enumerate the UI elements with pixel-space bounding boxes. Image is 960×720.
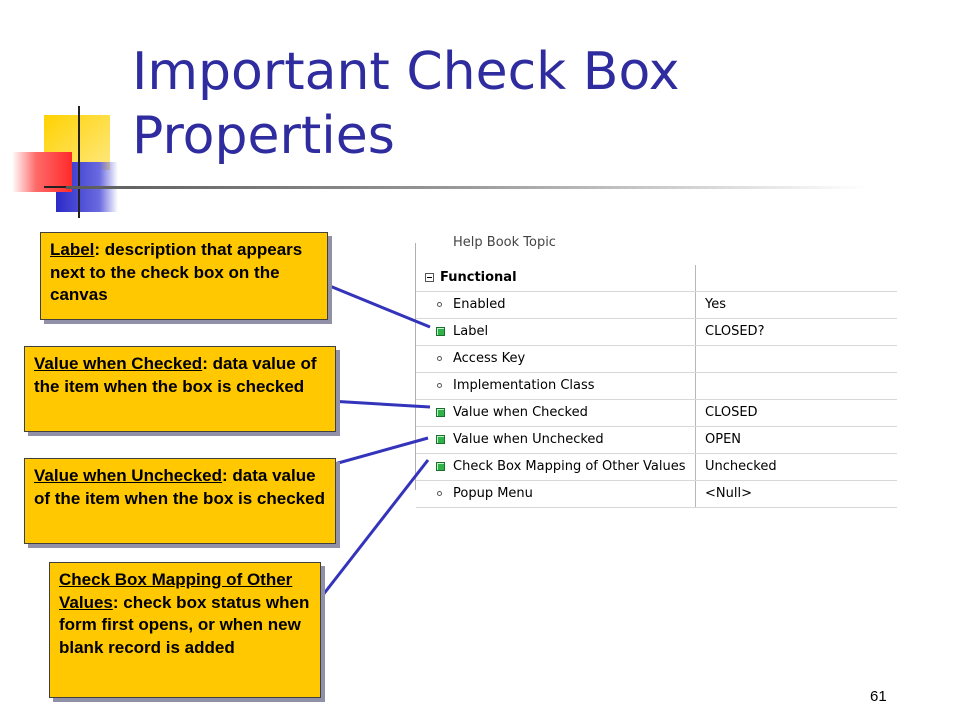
property-name: Implementation Class (453, 378, 595, 393)
property-name: Access Key (453, 351, 526, 366)
callout-value-when-checked (24, 346, 336, 432)
property-value[interactable]: OPEN (705, 432, 742, 447)
callout-term: Check Box Mapping of Other Values (59, 570, 293, 612)
property-value[interactable]: <Null> (705, 486, 752, 501)
callout-term: Value when Checked (34, 354, 203, 373)
callout-label (40, 232, 328, 320)
slide-title-line-1: Important Check Box (132, 42, 680, 102)
property-value[interactable]: Unchecked (705, 459, 777, 474)
property-value[interactable]: CLOSED? (705, 324, 765, 339)
callout-description: : data value of the item when the box is checked (34, 466, 325, 508)
property-value[interactable]: Yes (705, 297, 726, 312)
property-name: Popup Menu (453, 486, 533, 501)
property-name: Enabled (453, 297, 506, 312)
connector-label (320, 282, 430, 327)
property-name: Label (453, 324, 489, 339)
property-name: Value when Unchecked (453, 432, 604, 447)
property-value[interactable]: CLOSED (705, 405, 758, 420)
property-name: Value when Checked (453, 405, 588, 420)
callout-term: Value when Unchecked (34, 466, 223, 485)
slide-title-line-2: Properties (132, 106, 395, 166)
callout-check-box-mapping (49, 562, 321, 698)
property-group-label: Functional (440, 270, 517, 285)
callout-description: : data value of the item when the box is checked (34, 354, 317, 396)
callout-value-when-unchecked (24, 458, 336, 544)
slide-number: 61 (870, 688, 887, 705)
property-name: Check Box Mapping of Other Values (453, 459, 686, 474)
cut-off-row-text: Help Book Topic (453, 235, 556, 250)
callout-description: : check box status when form first opens, or when new blank record is added (59, 592, 310, 657)
callout-description: : description that appears next to the check box on the canvas (50, 240, 303, 304)
callout-term: Label (50, 240, 95, 259)
